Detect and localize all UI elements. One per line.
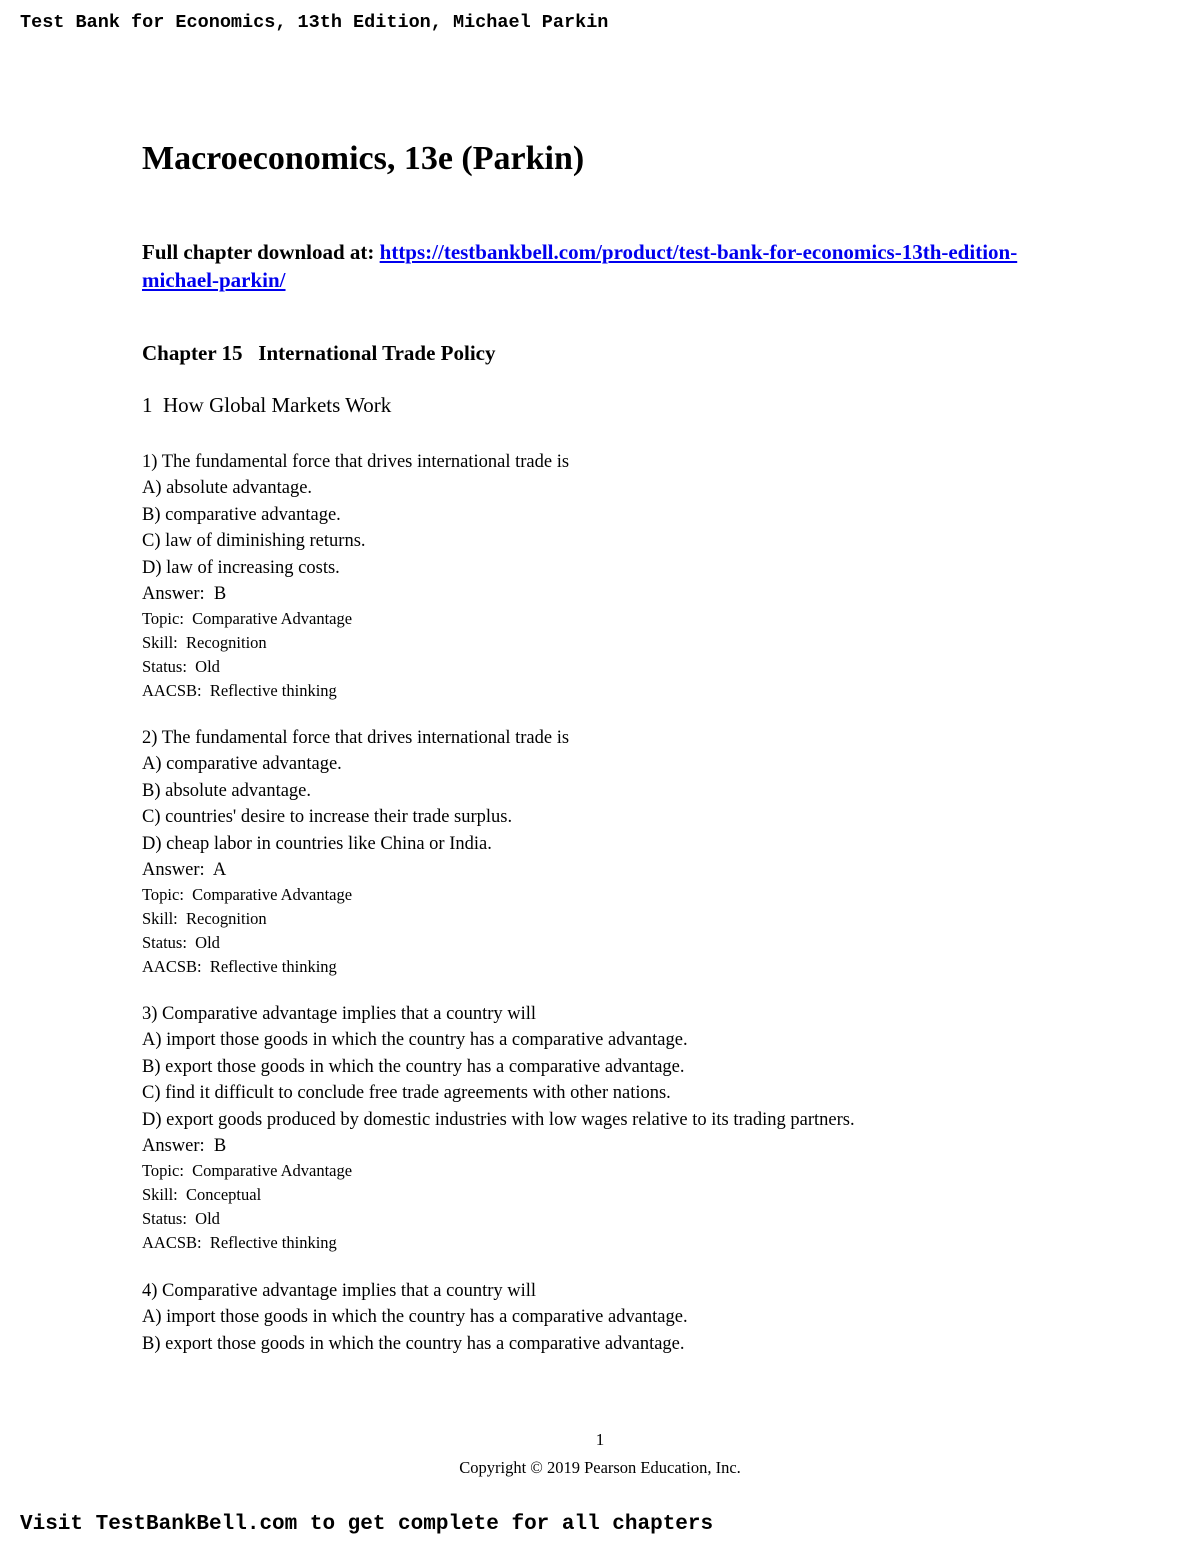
- section-heading: 1 How Global Markets Work: [142, 393, 392, 417]
- copyright-notice: Copyright © 2019 Pearson Education, Inc.: [459, 1458, 741, 1477]
- header-banner: Test Bank for Economics, 13th Edition, Michael Parkin: [20, 12, 609, 33]
- skill: Skill: Recognition: [142, 909, 267, 929]
- option-c: C) countries' desire to increase their trade surplus.: [142, 807, 513, 828]
- aacsb: AACSB: Reflective thinking: [142, 1232, 337, 1252]
- question-stem: 1) The fundamental force that drives international trade is: [142, 452, 570, 472]
- skill: Skill: Recognition: [142, 633, 267, 653]
- aacsb: AACSB: Reflective thinking: [142, 956, 337, 976]
- topic: Topic: Comparative Advantage: [142, 885, 353, 905]
- download-link[interactable]: https://testbankbell.com/product/test-bank-for-economics-13th-edition-michael-parkin/: [142, 240, 1018, 292]
- option-a: A) import those goods in which the country has a comparative advantage.: [142, 1307, 688, 1328]
- option-a: A) comparative advantage.: [142, 754, 342, 775]
- skill: Skill: Conceptual: [142, 1185, 262, 1205]
- option-c: C) law of diminishing returns.: [142, 531, 366, 552]
- option-c: C) find it difficult to conclude free trade agreements with other nations.: [142, 1083, 671, 1104]
- option-b: B) comparative advantage.: [142, 504, 341, 525]
- question-2: [142, 725, 1102, 979]
- download-notice: [142, 238, 1062, 294]
- download-label: Full chapter download at:: [142, 240, 375, 264]
- aacsb: AACSB: Reflective thinking: [142, 680, 337, 700]
- option-d: D) export goods produced by domestic industries with low wages relative to its trading partners.: [142, 1109, 855, 1130]
- question-4: [142, 1278, 1102, 1357]
- option-b: B) absolute advantage.: [142, 780, 312, 801]
- question-stem: 3) Comparative advantage implies that a country will: [142, 1004, 537, 1024]
- answer: Answer: B: [142, 583, 227, 604]
- option-d: D) law of increasing costs.: [142, 557, 340, 578]
- footer-banner: Visit TestBankBell.com to get complete for all chapters: [20, 1513, 714, 1536]
- answer: Answer: A: [142, 859, 227, 880]
- option-a: A) absolute advantage.: [142, 478, 313, 499]
- page-number: 1: [595, 1430, 605, 1449]
- status: Status: Old: [142, 656, 220, 676]
- page-title: Macroeconomics, 13e (Parkin): [142, 140, 585, 177]
- status: Status: Old: [142, 932, 220, 952]
- answer: Answer: B: [142, 1135, 227, 1156]
- status: Status: Old: [142, 1208, 220, 1228]
- option-b: B) export those goods in which the country has a comparative advantage.: [142, 1056, 685, 1077]
- option-d: D) cheap labor in countries like China or India.: [142, 833, 492, 854]
- question-stem: 2) The fundamental force that drives international trade is: [142, 728, 570, 748]
- topic: Topic: Comparative Advantage: [142, 609, 353, 629]
- question-1: [142, 449, 1102, 703]
- option-b: B) export those goods in which the country has a comparative advantage.: [142, 1333, 685, 1354]
- topic: Topic: Comparative Advantage: [142, 1161, 353, 1181]
- option-a: A) import those goods in which the country has a comparative advantage.: [142, 1030, 688, 1051]
- question-3: [142, 1001, 1102, 1255]
- question-stem: 4) Comparative advantage implies that a country will: [142, 1281, 537, 1301]
- chapter-heading: Chapter 15 International Trade Policy: [142, 341, 496, 365]
